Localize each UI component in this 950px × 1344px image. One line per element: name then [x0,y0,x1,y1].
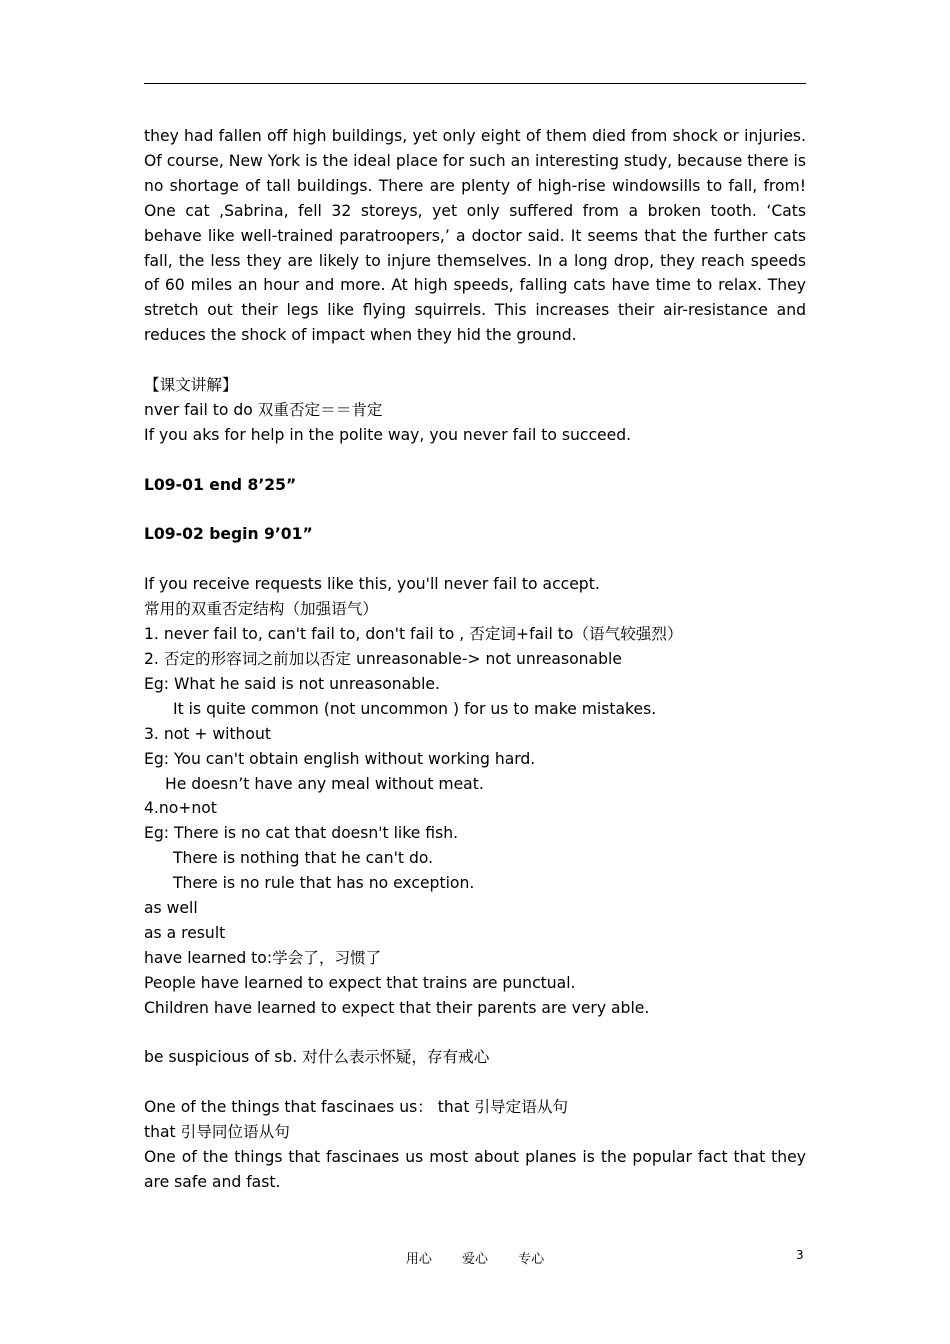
children-line: Children have learned to expect that their parents are very able. [144,998,650,1017]
passage-paragraph: they had fallen off high buildings, yet only eight of them died from shock or injuries. Of course, New York is the ideal place for such an interesting study, because there is no shortage of tall buildings. There are plenty of high-rise windowsills to fall, from! One cat ,Sabrina, fell 32 storeys, yet only suffered from a broken tooth. ‘Cats behave like well-trained paratroopers,’ a doctor said. It seems that the further cats fall, the less they are likely to injure themselves. In a long drop, they reach speeds of 60 miles an hour and more. At high speeds, falling cats have time to relax. They stretch out their legs like flying squirrels. This increases their air-resistance and reduces the shock of impact when they hid the ground. [144,127,806,345]
example-said: Eg: What he said is not unreasonable. [144,674,440,693]
that-text: that [144,1123,181,1142]
that-appositive-line [144,1120,806,1145]
fascinaes-note: 引导定语从句 [474,1098,569,1117]
that-note: 引导同位语从句 [180,1123,290,1142]
list-item-1 [144,622,806,647]
suspicious-note: 对什么表示怀疑，存有戒心 [302,1048,490,1067]
blank-line [144,547,806,572]
planes-paragraph: One of the things that fascinaes us most about planes is the popular fact that they are safe and fast. [144,1148,806,1191]
document-body [144,124,806,1195]
item1-fail: fail to [529,625,574,644]
blank-line [144,1070,806,1095]
example-nothing: There is nothing that he can't do. [173,849,434,868]
example-english: Eg: You can't obtain english without working hard. [144,749,536,768]
blank-line [144,348,806,373]
as-well-line: as well [144,899,198,918]
common-structures-heading: 常用的双重否定结构（加强语气） [144,600,378,619]
item2-example: unreasonable-> not unreasonable [350,649,622,668]
have-learned-line [144,946,806,971]
marker-begin: L09-02 begin 9’01” [144,525,313,544]
nver-fail-note: 双重否定＝＝肯定 [257,400,383,419]
nver-fail-line [144,398,806,423]
item2-note: 否定的形容词之前加以否定 [163,649,351,668]
requests-line: If you receive requests like this, you'll never fail to accept. [144,575,600,594]
example-common: It is quite common (not uncommon ) for us to make mistakes. [173,699,657,718]
nver-fail-text: nver fail to do [144,400,258,419]
list-item-3: 3. not + without [144,724,271,743]
trains-line: People have learned to expect that trains are punctual. [144,973,576,992]
section-heading: 【课文讲解】 [144,376,238,395]
item1-text: 1. never fail to, can't fail to, don't fail to , [144,625,470,644]
page-number: 3 [796,1248,804,1262]
item1-note: 否定词+ [469,625,530,644]
item1-tone: （语气较强烈） [573,625,683,644]
fascinaes-text: One of the things that fascinaes us： that [144,1098,475,1117]
fascinaes-line [144,1095,806,1120]
polite-line: If you aks for help in the polite way, you never fail to succeed. [144,425,632,444]
marker-end: L09-01 end 8’25” [144,475,297,494]
suspicious-text: be suspicious of sb. [144,1048,303,1067]
list-item-2 [144,647,806,672]
have-learned-text: have learned to: [144,948,273,967]
suspicious-line [144,1045,806,1070]
header-rule [144,83,806,84]
blank-line [144,1021,806,1046]
blank-line [144,498,806,523]
example-cat: Eg: There is no cat that doesn't like fish. [144,824,459,843]
list-item-4: 4.no+not [144,799,217,818]
example-rule: There is no rule that has no exception. [173,874,475,893]
as-result-line: as a result [144,923,226,942]
item2-number: 2. [144,649,164,668]
example-meal: He doesn’t have any meal without meat. [165,774,484,793]
footer-motto: 用心 爱心 专心 [405,1252,545,1267]
blank-line [144,448,806,473]
have-learned-note: 学会了，习惯了 [272,948,382,967]
